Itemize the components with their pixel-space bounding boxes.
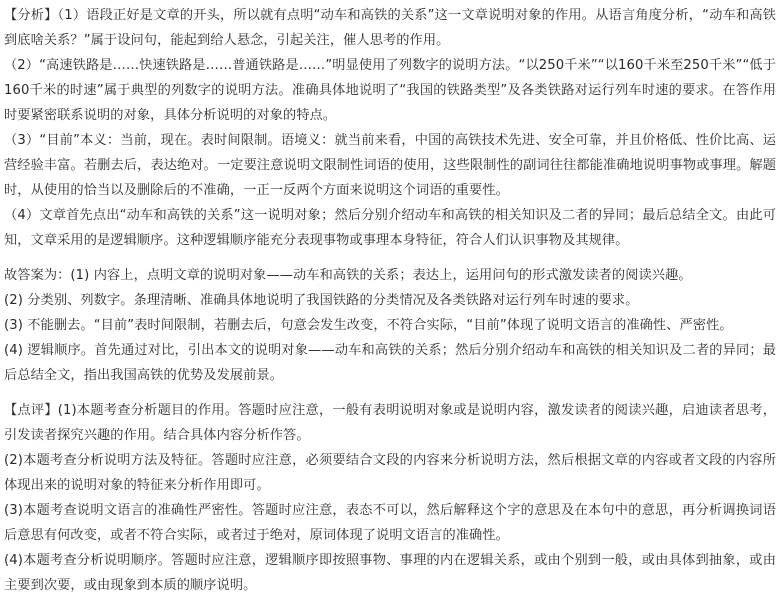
- comment-paragraph-1: 【点评】(1)本题考查分析题目的作用。答题时应注意，一般有表明说明对象或是说明内容，激发读者的阅读兴趣，启迪读者思考，引发读者探究兴趣的作用。结合具体内容分析作答。: [4, 403, 776, 443]
- comment-paragraph-2: (2)本题考查分析说明方法及特征。答题时应注意，必须要结合文段的内容来分析说明方法，然后根据文章的内容或者文段的内容所体现出来的说明对象的特征来分析作用即可。: [4, 453, 776, 493]
- section-spacer: [4, 388, 776, 398]
- answer-paragraph-4: (4) 逻辑顺序。首先通过对比，引出本文的说明对象——动车和高铁的关系；然后分别介绍动车和高铁的相关知识及二者的异同；最后总结全文，指出我国高铁的优势及发展前景。: [4, 343, 776, 383]
- analysis-paragraph-3: （3）“目前”本义：当前，现在。表时间限制。语境义：就当前来看，中国的高铁技术先进、安全可靠，并且价格低、性价比高、运营经验丰富。若删去后，表达绝对。一定要注意说明文限制性词语的使用，这些限制性的副词往往都能准确地说明事物或事理。解题时，从使用的恰当以及删除后的不准确，一正一反两个方面来说明这个词语的重要性。: [4, 133, 776, 198]
- comment-section: [4, 398, 776, 598]
- analysis-section: [4, 3, 776, 253]
- answer-section: [4, 263, 776, 388]
- analysis-paragraph-2: （2）“高速铁路是……快速铁路是……普通铁路是……”明显使用了列数字的说明方法。“以250千米”“以160千米至250千米”“低于160千米的时速”属于典型的列数字的说明方法。准确具体地说明了“我国的铁路类型”及各类铁路对运行列车时速的要求。在答作用时要紧密联系说明的对象，具体分析说明的对象的特点。: [4, 58, 776, 123]
- analysis-paragraph-4: （4）文章首先点出“动车和高铁的关系”这一说明对象；然后分别介绍动车和高铁的相关知识及二者的异同；最后总结全文。由此可知，文章采用的是逻辑顺序。这种逻辑顺序能充分表现事物或事理本身特征，符合人们认识事物及其规律。: [4, 208, 776, 248]
- answer-paragraph-3: (3) 不能删去。“目前”表时间限制，若删去后，句意会发生改变，不符合实际，“目前”体现了说明文语言的准确性、严密性。: [4, 318, 733, 333]
- analysis-paragraph-1: 【分析】（1）语段正好是文章的开头，所以就有点明“动车和高铁的关系”这一文章说明对象的作用。从语言角度分析，“动车和高铁到底啥关系？”属于设问句，能起到给人悬念，引起关注，催人思考的作用。: [4, 8, 776, 48]
- comment-paragraph-3: (3)本题考查说明文语言的准确性严密性。答题时应注意，表态不可以，然后解释这个字的意思及在本句中的意思，再分析调换词语后意思有何改变，或者不符合实际，或者过于绝对，原词体现了说明文语言的准确性。: [4, 503, 776, 543]
- comment-paragraph-4: (4)本题考查分析说明顺序。答题时应注意，逻辑顺序即按照事物、事理的内在逻辑关系，或由个别到一般，或由具体到抽象，或由主要到次要，或由现象到本质的顺序说明。: [4, 553, 776, 593]
- answer-paragraph-2: (2) 分类别、列数字。条理清晰、准确具体地说明了我国铁路的分类情况及各类铁路对运行列车时速的要求。: [4, 293, 639, 308]
- section-spacer: [4, 253, 776, 263]
- answer-paragraph-1: 故答案为：(1) 内容上，点明文章的说明对象——动车和高铁的关系；表达上，运用问句的形式激发读者的阅读兴趣。: [4, 268, 692, 283]
